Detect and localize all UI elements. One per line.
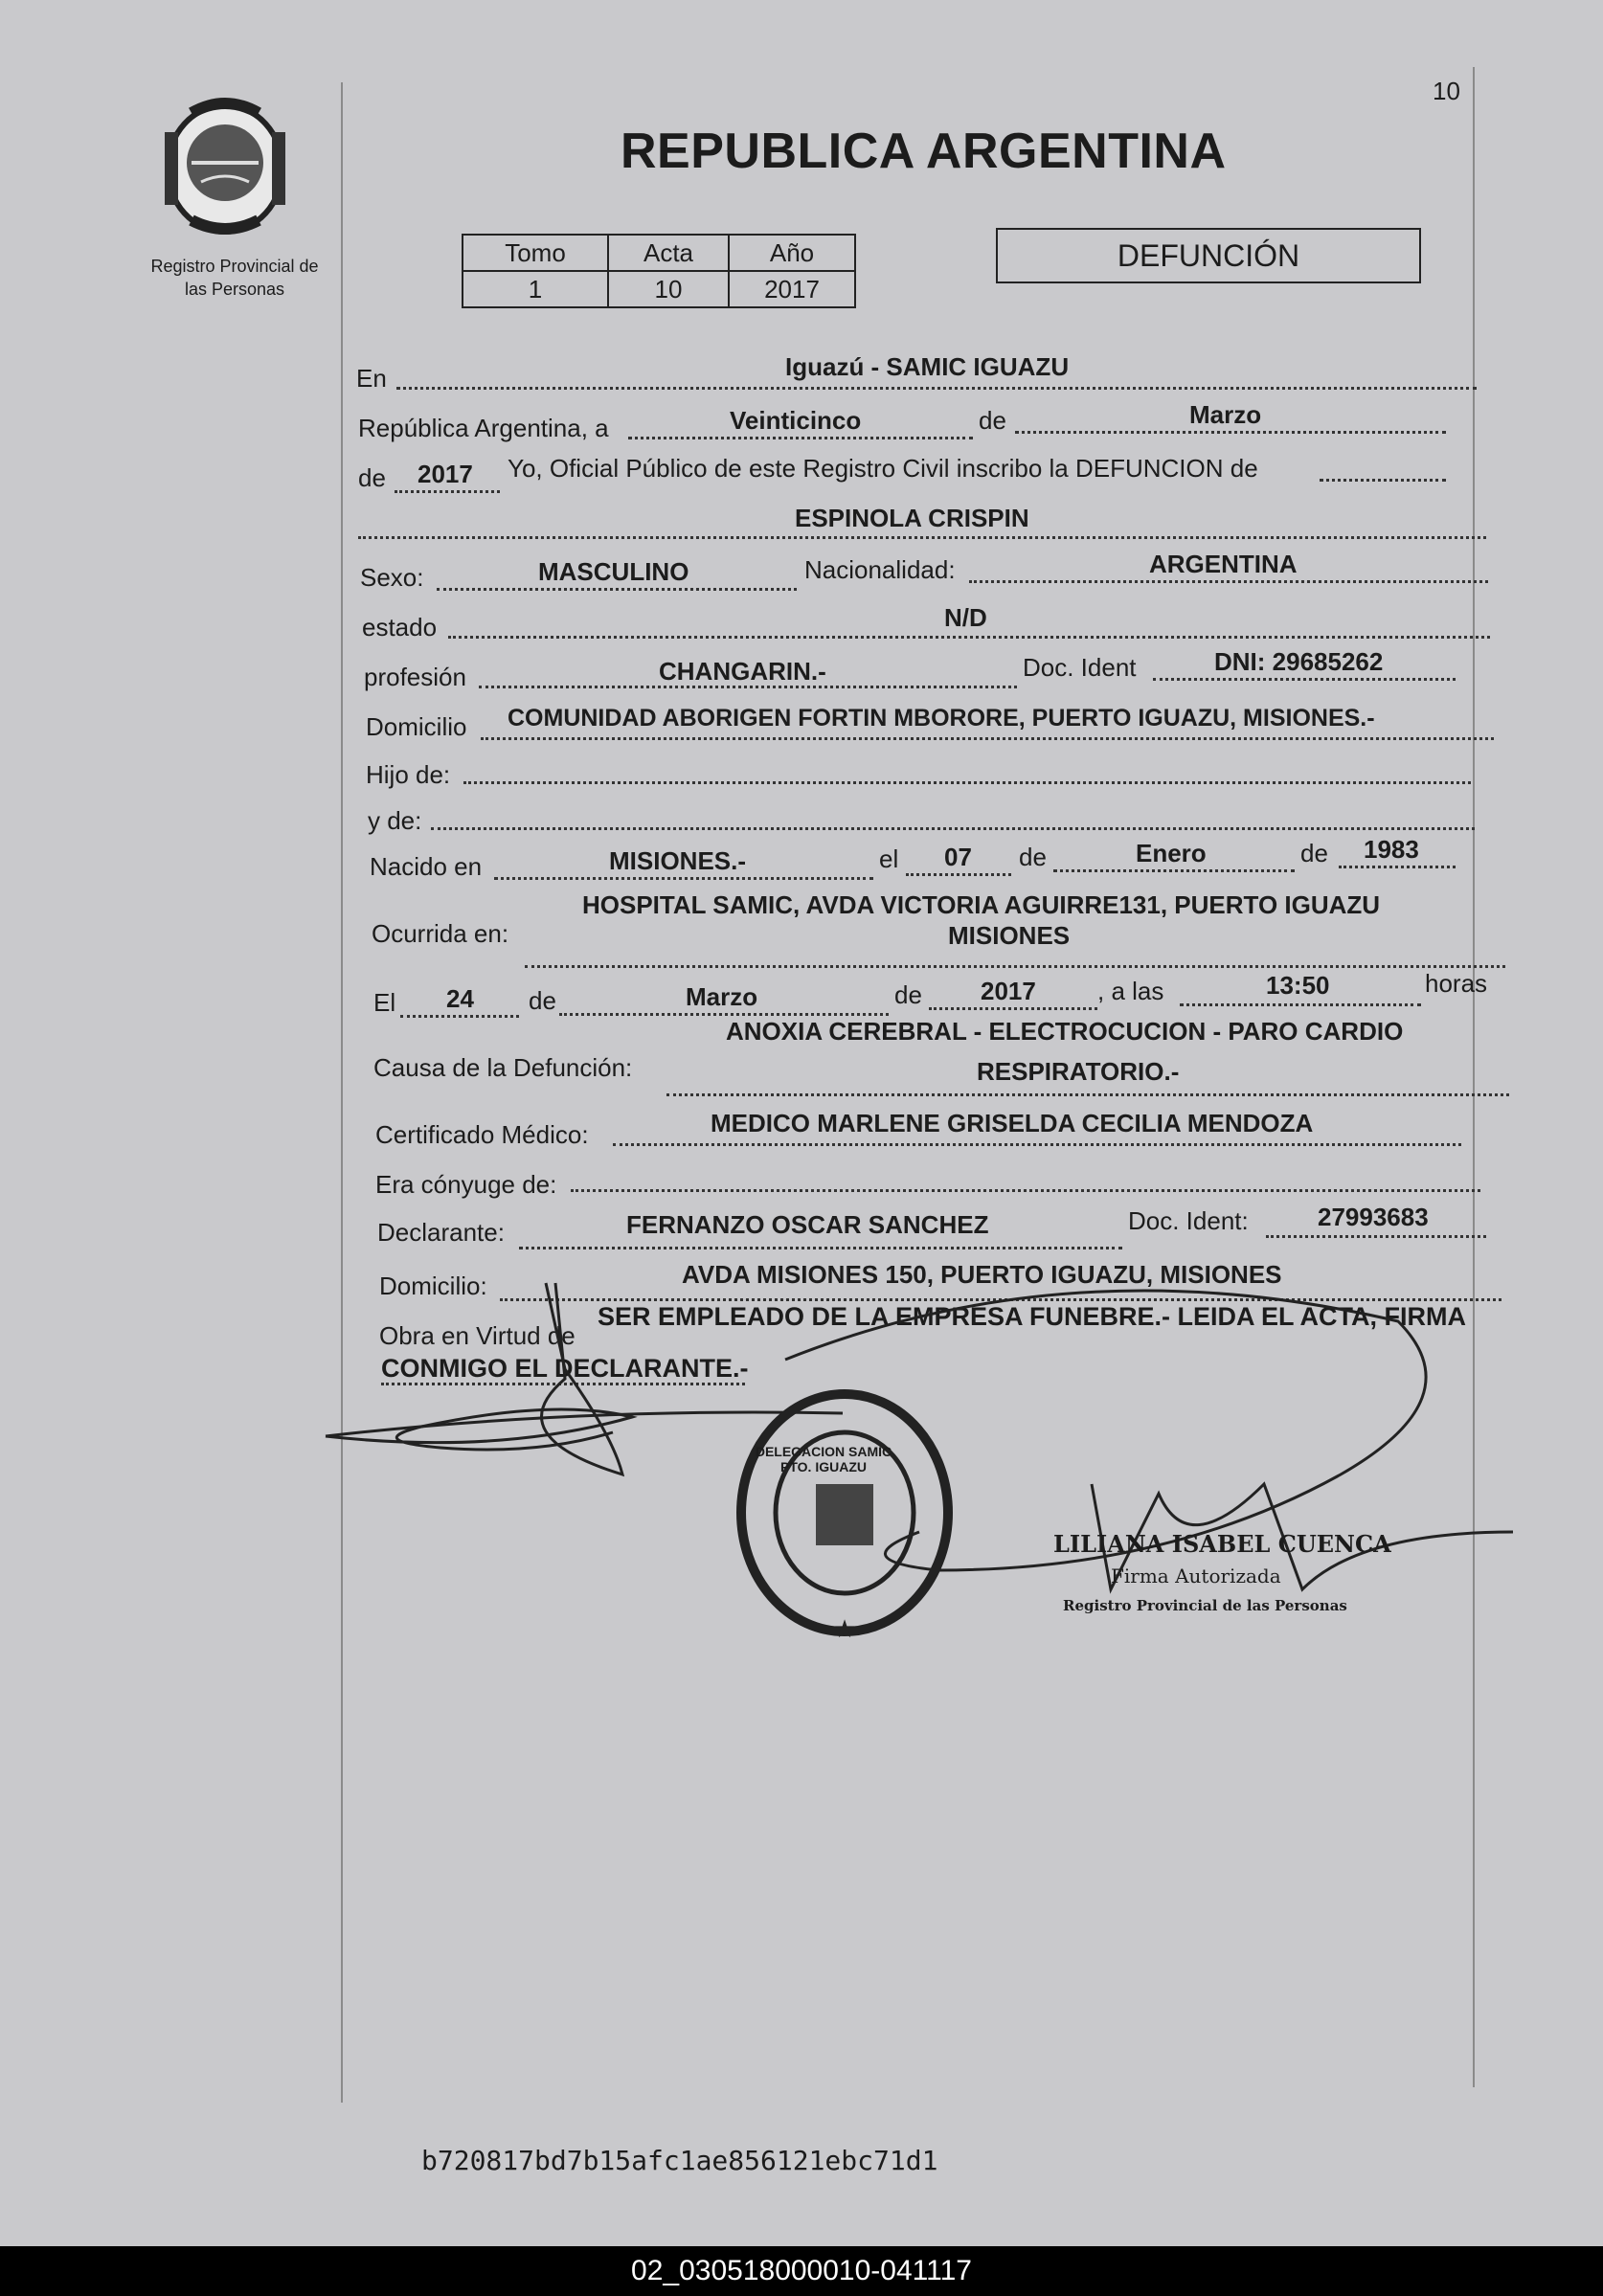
declarante-label: Declarante: [377,1218,505,1247]
estado-label: estado [362,613,438,642]
causa-value-1: ANOXIA CEREBRAL - ELECTROCUCION - PARO CARDIO [726,1017,1404,1046]
mes-value: Marzo [1189,400,1262,429]
certificado-label: Certificado Médico: [375,1120,589,1149]
dia-dots [628,437,973,439]
horas-label: horas [1425,969,1488,998]
profesion-value: CHANGARIN.- [659,657,826,686]
def-dia-dots [400,1015,519,1018]
organization-line-1: Registro Provincial de [150,257,319,276]
de-label-6: de [894,980,922,1009]
nacido-label: Nacido en [370,852,483,881]
value-anio: 2017 [729,271,855,307]
province-logo [153,94,297,237]
nac-anio-value: 1983 [1364,835,1419,864]
causa-label: Causa de la Defunción: [373,1053,633,1082]
hijo-label: Hijo de: [366,760,451,789]
value-acta: 10 [608,271,729,307]
doc-ident-value: DNI: 29685262 [1214,647,1384,676]
sexo-label: Sexo: [360,563,424,592]
record-type-box: DEFUNCIÓN [996,228,1421,283]
ocurrida-value-1: HOSPITAL SAMIC, AVDA VICTORIA AGUIRRE131, PUERTO IGUAZU [582,890,1381,919]
nac-dia-value: 07 [944,843,972,871]
domicilio-label: Domicilio [366,712,467,741]
record-table-values [463,271,855,307]
nombre-dots [358,536,1486,539]
conyuge-dots [571,1189,1480,1192]
anio-dots [395,490,500,493]
yde-label: y de: [368,806,422,835]
stamp-text: DELEGACION SAMIC PTO. IGUAZU [755,1444,892,1474]
doc-ident-dots [1153,678,1456,681]
de-label-1: de [979,406,1006,435]
nacionalidad-label: Nacionalidad: [804,555,956,584]
nac-mes-dots [1053,869,1295,872]
nacido-value: MISIONES.- [609,846,747,875]
def-mes-dots [559,1013,889,1016]
nacionalidad-dots [969,580,1488,583]
declarante-value: FERNANZO OSCAR SANCHEZ [626,1210,989,1239]
de-label-4: de [1300,839,1328,867]
inscribo-text: Yo, Oficial Público de este Registro Civil inscribo la DEFUNCION de [508,454,1258,483]
conyuge-label: Era cónyuge de: [375,1170,557,1199]
doc-ident-label: Doc. Ident [1023,653,1137,682]
svg-text:★: ★ [833,1614,856,1643]
hijo-dots [463,781,1471,784]
official-role: Firma Autorizada [1111,1564,1281,1587]
ocurrida-dots [525,965,1505,968]
yde-dots [431,827,1475,830]
def-dia-value: 24 [446,984,474,1013]
official-signature [785,1291,1426,1570]
sexo-dots [437,588,797,591]
def-anio-value: 2017 [981,977,1036,1005]
nac-mes-value: Enero [1136,839,1207,867]
official-name: LILIANA ISABEL CUENCA [1053,1530,1391,1558]
header-acta: Acta [608,235,729,271]
certificado-dots [613,1143,1461,1146]
causa-dots [666,1093,1509,1096]
nac-anio-dots [1339,866,1456,868]
domicilio-dots [481,737,1494,740]
hora-value: 13:50 [1266,971,1330,1000]
anio-value: 2017 [418,460,473,488]
def-mes-value: Marzo [686,982,758,1011]
el2-label: El [373,988,396,1017]
obra-value-1: SER EMPLEADO DE LA EMPRESA FUNEBRE.- LEIDA EL ACTA, FIRMA [598,1302,1467,1331]
left-margin-line [341,82,343,2103]
official-org: Registro Provincial de las Personas [1063,1597,1347,1614]
inscribo-dots [1320,479,1446,482]
mes-dots [1015,431,1446,434]
footer-code: 02_030518000010-041117 [0,2246,1603,2296]
profesion-label: profesión [364,663,466,691]
header-anio: Año [729,235,855,271]
causa-value-2: RESPIRATORIO.- [977,1057,1180,1086]
right-margin-line [1473,67,1475,2087]
de-label-3: de [1019,843,1047,871]
alas-label: , a las [1097,977,1164,1005]
decl-doc-value: 27993683 [1318,1203,1429,1231]
organization-line-2: las Personas [184,280,285,299]
de-label-2: de [358,463,386,492]
el-label: el [879,844,899,873]
sexo-value: MASCULINO [538,557,689,586]
nac-dia-dots [906,873,1011,876]
dia-value: Veinticinco [730,406,862,435]
certificado-value: MEDICO MARLENE GRISELDA CECILIA MENDOZA [711,1109,1314,1137]
ocurrida-label: Ocurrida en: [372,919,509,948]
decl-domicilio-label: Domicilio: [379,1272,487,1300]
page-number: 10 [1433,77,1460,105]
official-stamp [741,1394,948,1643]
record-table-header [463,235,855,271]
decl-doc-dots [1266,1235,1486,1238]
value-tomo: 1 [463,271,608,307]
de-label-5: de [529,986,556,1015]
header-tomo: Tomo [463,235,608,271]
nacionalidad-value: ARGENTINA [1149,550,1298,578]
organization-name [134,255,335,301]
hora-dots [1180,1003,1421,1006]
ocurrida-value-2: MISIONES [948,921,1071,950]
decl-doc-label: Doc. Ident: [1128,1206,1249,1235]
def-anio-dots [929,1007,1097,1010]
estado-value: N/D [944,603,987,632]
document-hash: b720817bd7b15afc1ae856121ebc71d1 [421,2145,938,2176]
en-dots [396,387,1477,390]
record-table [462,234,856,308]
republica-label: República Argentina, a [358,414,609,442]
nombre-value: ESPINOLA CRISPIN [795,504,1029,532]
obra-value-2: CONMIGO EL DECLARANTE.- [381,1354,749,1383]
nacido-dots [494,877,873,880]
signatures-and-stamp [306,1245,1532,1704]
document-title: REPUBLICA ARGENTINA [621,124,1227,179]
obra-label: Obra en Virtud de [379,1321,576,1350]
domicilio-value: COMUNIDAD ABORIGEN FORTIN MBORORE, PUERTO IGUAZU, MISIONES.- [508,705,1375,732]
decl-domicilio-value: AVDA MISIONES 150, PUERTO IGUAZU, MISIONES [682,1260,1282,1289]
estado-dots [448,636,1490,639]
en-label: En [356,364,387,393]
en-value: Iguazú - SAMIC IGUAZU [785,352,1070,381]
